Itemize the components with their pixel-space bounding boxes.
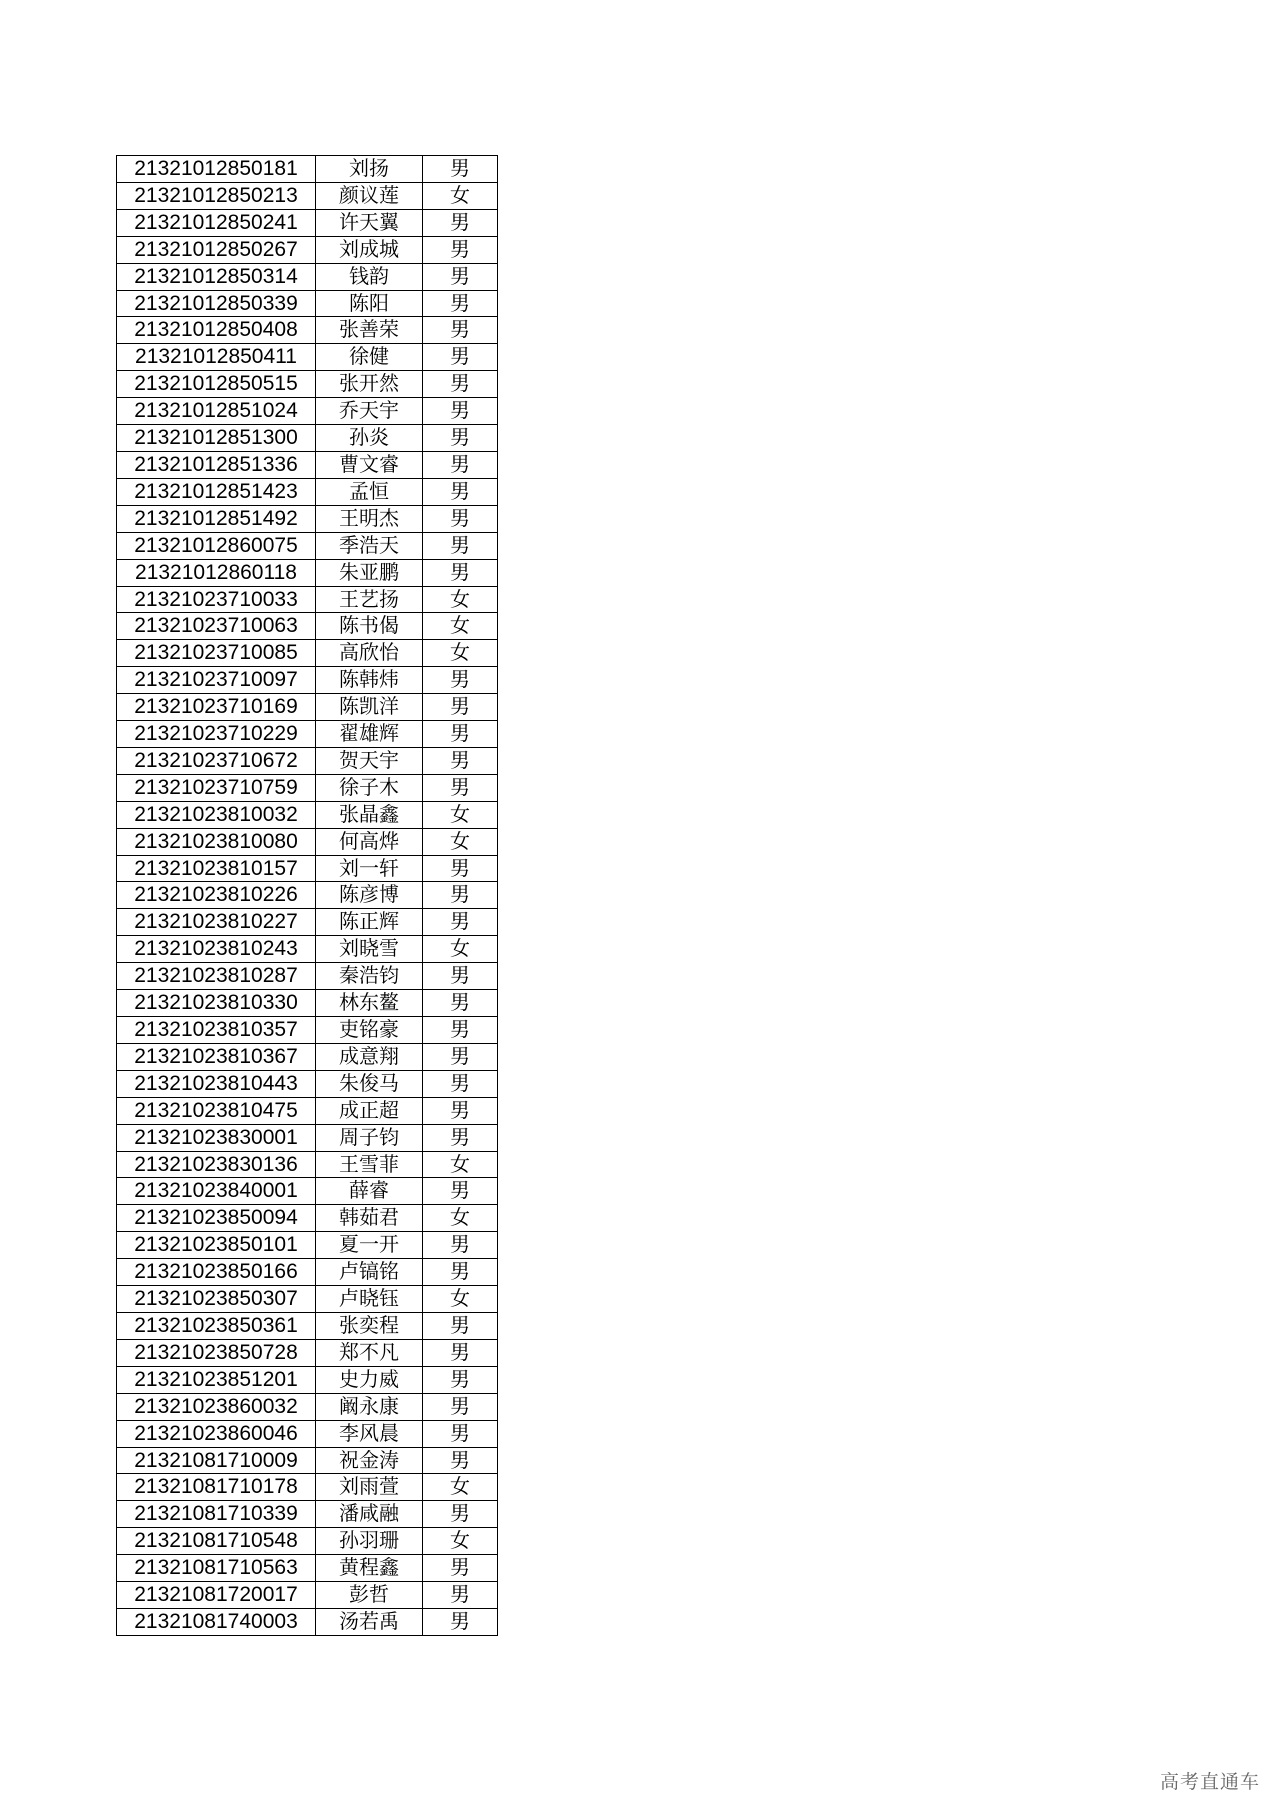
gender-cell: 女 [423,586,498,613]
table-row [117,990,498,1017]
exam-id-cell: 21321023810357 [117,1017,316,1044]
table-row [117,505,498,532]
exam-id-cell: 21321023710229 [117,721,316,748]
student-name-cell: 孙羽珊 [316,1528,423,1555]
exam-id-cell: 21321081710563 [117,1555,316,1582]
student-name-cell: 王雪菲 [316,1151,423,1178]
roster-table [116,155,498,1636]
gender-cell: 女 [423,613,498,640]
gender-cell: 男 [423,667,498,694]
exam-id-cell: 21321012851336 [117,451,316,478]
gender-cell: 男 [423,694,498,721]
table-row [117,667,498,694]
student-name-cell: 卢镐铭 [316,1259,423,1286]
exam-id-cell: 21321081740003 [117,1608,316,1635]
gender-cell: 男 [423,1339,498,1366]
student-name-cell: 徐健 [316,344,423,371]
table-row [117,721,498,748]
table-row [117,451,498,478]
table-row [117,263,498,290]
student-name-cell: 陈书偈 [316,613,423,640]
table-row [117,640,498,667]
gender-cell: 男 [423,1124,498,1151]
exam-id-cell: 21321023810157 [117,855,316,882]
gender-cell: 男 [423,290,498,317]
gender-cell: 男 [423,1608,498,1635]
gender-cell: 女 [423,1205,498,1232]
exam-id-cell: 21321023810443 [117,1070,316,1097]
table-row [117,1420,498,1447]
student-name-cell: 陈阳 [316,290,423,317]
table-row [117,1339,498,1366]
gender-cell: 男 [423,532,498,559]
exam-id-cell: 21321012850339 [117,290,316,317]
table-row [117,1582,498,1609]
student-name-cell: 王明杰 [316,505,423,532]
student-name-cell: 黄程鑫 [316,1555,423,1582]
table-row [117,1393,498,1420]
gender-cell: 男 [423,1312,498,1339]
exam-id-cell: 21321023810243 [117,936,316,963]
gender-cell: 男 [423,1097,498,1124]
gender-cell: 男 [423,990,498,1017]
gender-cell: 女 [423,1286,498,1313]
exam-id-cell: 21321012850314 [117,263,316,290]
exam-id-cell: 21321081710009 [117,1447,316,1474]
table-row [117,182,498,209]
student-name-cell: 李风晨 [316,1420,423,1447]
exam-id-cell: 21321012851024 [117,398,316,425]
student-name-cell: 孟恒 [316,478,423,505]
table-row [117,963,498,990]
table-row [117,586,498,613]
exam-id-cell: 21321081710178 [117,1474,316,1501]
student-name-cell: 张善荣 [316,317,423,344]
table-row [117,613,498,640]
table-row [117,532,498,559]
gender-cell: 男 [423,1070,498,1097]
exam-id-cell: 21321023840001 [117,1178,316,1205]
student-name-cell: 史力威 [316,1366,423,1393]
gender-cell: 男 [423,963,498,990]
exam-id-cell: 21321023850361 [117,1312,316,1339]
table-row [117,371,498,398]
table-row [117,344,498,371]
student-name-cell: 刘扬 [316,156,423,183]
table-row [117,909,498,936]
student-name-cell: 钱韵 [316,263,423,290]
table-row [117,1555,498,1582]
table-row [117,156,498,183]
gender-cell: 男 [423,774,498,801]
table-row [117,828,498,855]
gender-cell: 男 [423,209,498,236]
student-name-cell: 陈凯洋 [316,694,423,721]
student-name-cell: 成意翔 [316,1043,423,1070]
gender-cell: 男 [423,478,498,505]
student-name-cell: 阚永康 [316,1393,423,1420]
gender-cell: 男 [423,1232,498,1259]
student-name-cell: 贺天宇 [316,747,423,774]
gender-cell: 男 [423,1555,498,1582]
table-row [117,1097,498,1124]
gender-cell: 女 [423,1528,498,1555]
table-row [117,1447,498,1474]
gender-cell: 男 [423,398,498,425]
gender-cell: 男 [423,1178,498,1205]
student-name-cell: 何高烨 [316,828,423,855]
student-name-cell: 张晶鑫 [316,801,423,828]
exam-id-cell: 21321023810367 [117,1043,316,1070]
gender-cell: 男 [423,1366,498,1393]
student-name-cell: 秦浩钧 [316,963,423,990]
table-row [117,1259,498,1286]
table-row [117,1312,498,1339]
student-name-cell: 刘一轩 [316,855,423,882]
table-row [117,317,498,344]
exam-id-cell: 21321023710672 [117,747,316,774]
student-name-cell: 潘咸融 [316,1501,423,1528]
gender-cell: 男 [423,425,498,452]
student-name-cell: 陈彦博 [316,882,423,909]
gender-cell: 男 [423,559,498,586]
gender-cell: 女 [423,828,498,855]
exam-id-cell: 21321023810330 [117,990,316,1017]
gender-cell: 男 [423,263,498,290]
table-row [117,1205,498,1232]
table-row [117,559,498,586]
student-name-cell: 徐子木 [316,774,423,801]
student-name-cell: 翟雄辉 [316,721,423,748]
table-row [117,801,498,828]
exam-id-cell: 21321012850408 [117,317,316,344]
student-name-cell: 夏一开 [316,1232,423,1259]
gender-cell: 男 [423,371,498,398]
gender-cell: 女 [423,640,498,667]
exam-id-cell: 21321081720017 [117,1582,316,1609]
exam-id-cell: 21321012850181 [117,156,316,183]
exam-id-cell: 21321023810226 [117,882,316,909]
student-name-cell: 陈正辉 [316,909,423,936]
exam-id-cell: 21321081710548 [117,1528,316,1555]
table-row [117,1043,498,1070]
gender-cell: 女 [423,182,498,209]
exam-id-cell: 21321023850094 [117,1205,316,1232]
exam-id-cell: 21321081710339 [117,1501,316,1528]
exam-id-cell: 21321012851300 [117,425,316,452]
student-name-cell: 刘雨萱 [316,1474,423,1501]
table-row [117,290,498,317]
gender-cell: 男 [423,1447,498,1474]
student-name-cell: 颜议莲 [316,182,423,209]
exam-id-cell: 21321023810475 [117,1097,316,1124]
table-row [117,1151,498,1178]
exam-id-cell: 21321023850307 [117,1286,316,1313]
table-row [117,1501,498,1528]
student-name-cell: 张奕程 [316,1312,423,1339]
gender-cell: 男 [423,236,498,263]
exam-id-cell: 21321023810080 [117,828,316,855]
exam-id-cell: 21321012860075 [117,532,316,559]
gender-cell: 男 [423,1259,498,1286]
gender-cell: 男 [423,721,498,748]
student-name-cell: 张开然 [316,371,423,398]
table-row [117,1366,498,1393]
student-name-cell: 刘成城 [316,236,423,263]
table-row [117,1528,498,1555]
gender-cell: 男 [423,344,498,371]
exam-id-cell: 21321012860118 [117,559,316,586]
student-name-cell: 曹文睿 [316,451,423,478]
table-row [117,398,498,425]
table-row [117,1017,498,1044]
exam-id-cell: 21321012851423 [117,478,316,505]
gender-cell: 女 [423,936,498,963]
exam-id-cell: 21321012850267 [117,236,316,263]
table-row [117,1232,498,1259]
gender-cell: 男 [423,1393,498,1420]
student-name-cell: 季浩天 [316,532,423,559]
student-name-cell: 韩茹君 [316,1205,423,1232]
exam-id-cell: 21321012851492 [117,505,316,532]
exam-id-cell: 21321012850515 [117,371,316,398]
gender-cell: 男 [423,909,498,936]
student-name-cell: 祝金涛 [316,1447,423,1474]
table-row [117,478,498,505]
gender-cell: 男 [423,1582,498,1609]
gender-cell: 男 [423,1501,498,1528]
table-row [117,774,498,801]
exam-id-cell: 21321012850411 [117,344,316,371]
table-row [117,694,498,721]
exam-id-cell: 21321023810287 [117,963,316,990]
gender-cell: 女 [423,1474,498,1501]
exam-id-cell: 21321023810227 [117,909,316,936]
exam-id-cell: 21321023710097 [117,667,316,694]
student-name-cell: 卢晓钰 [316,1286,423,1313]
student-name-cell: 汤若禹 [316,1608,423,1635]
exam-id-cell: 21321012850213 [117,182,316,209]
student-name-cell: 林东鳌 [316,990,423,1017]
exam-id-cell: 21321023860046 [117,1420,316,1447]
table-row [117,1286,498,1313]
gender-cell: 男 [423,1017,498,1044]
gender-cell: 男 [423,747,498,774]
gender-cell: 男 [423,1420,498,1447]
gender-cell: 男 [423,882,498,909]
table-row [117,1070,498,1097]
table-row [117,236,498,263]
exam-id-cell: 21321023710033 [117,586,316,613]
student-name-cell: 许天翼 [316,209,423,236]
table-row [117,425,498,452]
table-row [117,209,498,236]
student-name-cell: 成正超 [316,1097,423,1124]
table-row [117,936,498,963]
gender-cell: 男 [423,451,498,478]
student-name-cell: 周子钧 [316,1124,423,1151]
student-name-cell: 孙炎 [316,425,423,452]
exam-id-cell: 21321023851201 [117,1366,316,1393]
table-row [117,1124,498,1151]
table-row [117,1178,498,1205]
student-name-cell: 朱俊马 [316,1070,423,1097]
exam-id-cell: 21321023830136 [117,1151,316,1178]
exam-id-cell: 21321023710169 [117,694,316,721]
exam-id-cell: 21321012850241 [117,209,316,236]
watermark-text: 高考直通车 [1159,1771,1260,1793]
student-name-cell: 乔天宇 [316,398,423,425]
exam-id-cell: 21321023810032 [117,801,316,828]
roster-sheet [116,155,498,1636]
exam-id-cell: 21321023710085 [117,640,316,667]
student-name-cell: 王艺扬 [316,586,423,613]
student-name-cell: 郑不凡 [316,1339,423,1366]
gender-cell: 男 [423,1043,498,1070]
gender-cell: 女 [423,1151,498,1178]
exam-id-cell: 21321023850101 [117,1232,316,1259]
student-name-cell: 薛睿 [316,1178,423,1205]
table-row [117,882,498,909]
table-row [117,855,498,882]
gender-cell: 男 [423,317,498,344]
student-name-cell: 吏铭豪 [316,1017,423,1044]
exam-id-cell: 21321023850166 [117,1259,316,1286]
table-row [117,1474,498,1501]
gender-cell: 男 [423,156,498,183]
exam-id-cell: 21321023860032 [117,1393,316,1420]
roster-table-body [117,156,498,1636]
student-name-cell: 陈韩炜 [316,667,423,694]
gender-cell: 女 [423,801,498,828]
exam-id-cell: 21321023710759 [117,774,316,801]
student-name-cell: 彭哲 [316,1582,423,1609]
student-name-cell: 刘晓雪 [316,936,423,963]
student-name-cell: 高欣怡 [316,640,423,667]
table-row [117,747,498,774]
table-row [117,1608,498,1635]
exam-id-cell: 21321023710063 [117,613,316,640]
gender-cell: 男 [423,855,498,882]
gender-cell: 男 [423,505,498,532]
student-name-cell: 朱亚鹏 [316,559,423,586]
exam-id-cell: 21321023850728 [117,1339,316,1366]
exam-id-cell: 21321023830001 [117,1124,316,1151]
